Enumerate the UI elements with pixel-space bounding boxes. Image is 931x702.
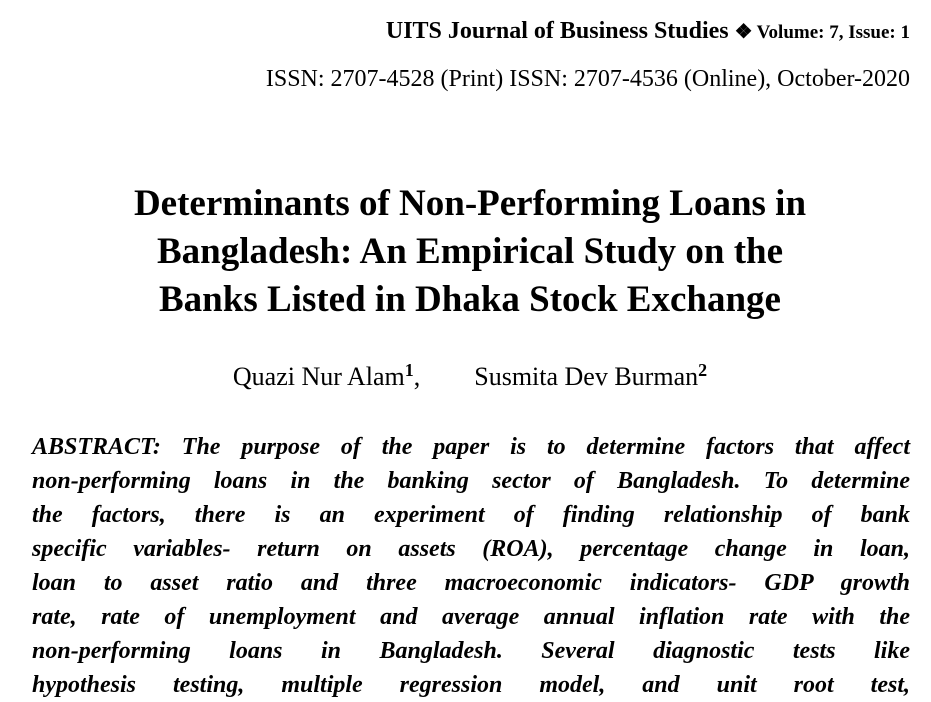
diamond-separator-icon: ❖ [734, 21, 753, 43]
author-name: Quazi Nur Alam [232, 362, 405, 391]
title-line: Banks Listed in Dhaka Stock Exchange [159, 279, 781, 320]
abstract-line: non-performing loans in Bangladesh. Several diagnostic tests like [32, 638, 910, 664]
title-line: Determinants of Non-Performing Loans in [133, 183, 807, 224]
title-line: Bangladesh: An Empirical Study on the [156, 231, 784, 272]
author-affiliation-mark: 1 [404, 360, 414, 380]
journal-name: UITS Journal of Business Studies [385, 18, 729, 44]
abstract-line: non-performing loans in the banking sector of Bangladesh. To determine [32, 468, 910, 494]
paper-title [0, 180, 931, 324]
abstract-line: the factors, there is an experiment of finding relationship of bank [32, 502, 910, 528]
abstract-line: hypothesis testing, multiple regression model, and unit root test, [32, 672, 910, 698]
author-name: Susmita Dev Burman [474, 362, 699, 391]
abstract-line: specific variables- return on assets (ROA), percentage change in loan, [32, 536, 910, 562]
journal-header [386, 14, 910, 50]
abstract-line: ABSTRACT: The purpose of the paper is to determine factors that affect [32, 434, 910, 460]
author-affiliation-mark: 2 [698, 360, 708, 380]
issn-line: ISSN: 2707-4528 (Print) ISSN: 2707-4536 (Online), October-2020 [265, 66, 910, 92]
volume-issue: Volume: 7, Issue: 1 [756, 22, 910, 43]
abstract-line: rate, rate of unemployment and average annual inflation rate with the [32, 604, 910, 630]
author-list [0, 358, 931, 396]
author-separator: , [413, 362, 421, 391]
abstract [32, 430, 910, 702]
abstract-line: loan to asset ratio and three macroeconomic indicators- GDP growth [32, 570, 910, 596]
